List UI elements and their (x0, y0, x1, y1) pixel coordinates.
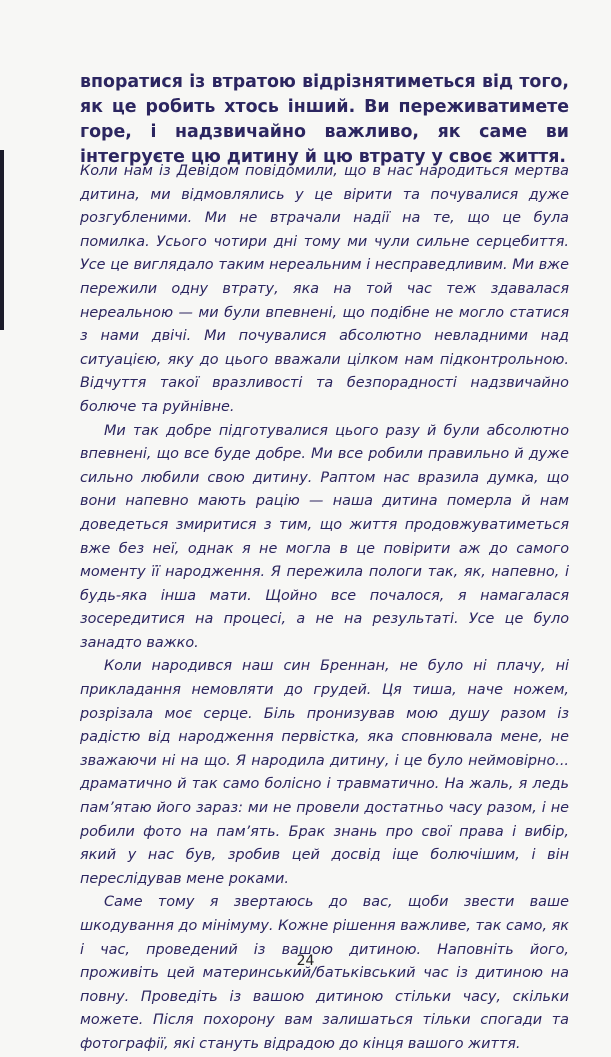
testimony-paragraph-1: Коли нам із Девідом повідомили, що в нас народиться мертва дитина, ми відмовлялись у це вірити та почувалися дуже розгубленими. Ми не втрачали надії на те, що це була помилка. Усього чотири дні тому ми чули сильне серцебиття. Усе це виглядало таким нереальним і несправедливим. Ми вже пережили одну втрату, яка на той час теж здавалася нереальною — ми були впевнені, що подібне не могло статися з нами двічі. Ми почувалися абсолютно невладними над ситуацією, яку до цього вважали цілком нам підконтрольною. Відчуття такої вразливості та безпорадності надзвичайно болюче та руйнівне. (80, 163, 569, 415)
testimony-paragraph-2: Ми так добре підготувалися цього разу й були абсолютно впевнені, що все буде добре. Ми все робили правильно й дуже сильно любили свою дитину. Раптом нас вразила думка, що вони напевно мають рацію — наша дитина померла й нам доведеться змиритися з тим, що життя продовжуватиметься вже без неї, однак я не могла в це повірити аж до самого моменту її народження. Я пережила пологи так, як, напевно, і будь-яка інша мати. Щойно все почалося, я намагалася зосередитися на процесі, а не на результаті. Усе це було занадто важко. (80, 422, 569, 651)
binding-edge-shadow (0, 150, 4, 330)
intro-paragraph: впоратися із втратою відрізнятиметься від того, як це робить хтось інший. Ви переживатимете горе, і надзвичайно важливо, як саме ви інтегруєте цю дитину й цю втрату у своє життя. (80, 72, 569, 167)
testimony-paragraph-4: Саме тому я звертаюсь до вас, щоби звести ваше шкодування до мінімуму. Кожне рішення важливе, так само, як і час, проведений із вашою дитиною. Наповніть його, проживіть цей материнський/батьківський час із дитиною на повну. Проведіть із вашою дитиною стільки часу, скільки можете. Після похорону вам залишаться тільки спогади та фотографії, які стануть відрадою до кінця вашого життя. (80, 894, 569, 1052)
intro-block (80, 70, 569, 170)
testimony-paragraph-3: Коли народився наш син Бреннан, не було ні плачу, ні прикладання немовляти до грудей. Ця тиша, наче ножем, розрізала моє серце. Біль пронизував мою душу разом із радістю від народження первістка, яка сповнювала мене, не зважаючи ні на що. Я народила дитину, і це було неймовірно... драматично й так само болісно і травматично. На жаль, я ледь пам’ятаю його зараз: ми не провели достатньо часу разом, і не робили фото на пам’ять. Брак знань про свої права і вибір, який у нас був, зробив цей досвід іще болючішим, і він переслідував мене роками. (80, 658, 569, 887)
testimony-block (80, 160, 569, 1057)
page-number: 24 (296, 953, 315, 969)
